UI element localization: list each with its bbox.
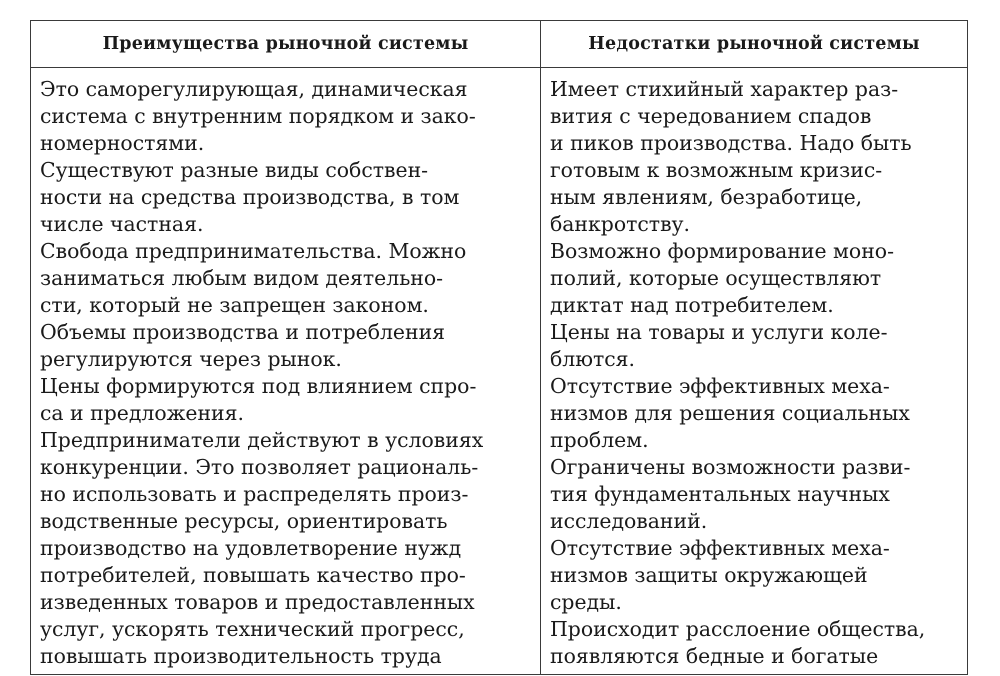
text-line: Цены на товары и услуги коле- [550,320,888,344]
text-line: среды. [550,590,622,614]
text-line: появляются бедные и богатые [550,644,879,668]
text-line: Имеет стихийный характер раз- [550,77,899,101]
header-advantages: Преимущества рыночной системы [31,21,541,68]
text-line: ности на средства производства, в том [40,185,460,209]
text-line: Отсутствие эффективных меха- [550,374,890,398]
text-line: готовым к возможным кризис- [550,158,883,182]
text-line: исследований. [550,509,708,533]
text-line: вития с чередованием спадов [550,104,872,128]
text-line: повышать производительность труда [40,644,442,668]
text-line: Цены формируются под влиянием спро- [40,374,477,398]
text-line: проблем. [550,428,649,452]
text-line: изведенных товаров и предоставленных [40,590,475,614]
text-line: диктат над потребителем. [550,293,834,317]
text-line: банкротству. [550,212,691,236]
text-line: заниматься любым видом деятельно- [40,266,444,290]
text-line: числе частная. [40,212,204,236]
text-line: полий, которые осуществляют [550,266,882,290]
text-line: Свобода предпринимательства. Можно [40,239,467,263]
text-line: Отсутствие эффективных меха- [550,536,890,560]
text-line: Происходит расслоение общества, [550,617,926,641]
text-line: низмов для решения социальных [550,401,910,425]
text-line: тия фундаментальных научных [550,482,890,506]
text-line: номерностями. [40,131,205,155]
text-line: потребителей, повышать качество про- [40,563,466,587]
text-line: низмов защиты окружающей [550,563,868,587]
text-line: Ограничены возможности разви- [550,455,911,479]
text-line: система с внутренним порядком и зако- [40,104,476,128]
text-line: блются. [550,347,636,371]
text-line: услуг, ускорять технический прогресс, [40,617,465,641]
text-line: са и предложения. [40,401,244,425]
text-line: Объемы производства и потребления [40,320,446,344]
header-row [31,21,968,68]
text-line: конкуренции. Это позволяет рациональ- [40,455,479,479]
text-line: Это саморегулирующая, динамическая [40,77,468,101]
text-line: Существуют разные виды собствен- [40,158,429,182]
text-line: и пиков производства. Надо быть [550,131,912,155]
disadvantages-cell [541,68,968,675]
body-row [31,68,968,675]
text-line: но использовать и распределять произ- [40,482,469,506]
header-disadvantages: Недостатки рыночной системы [541,21,968,68]
text-line: Возможно формирование моно- [550,239,894,263]
text-line: водственные ресурсы, ориентировать [40,509,448,533]
text-line: производство на удовлетворение нужд [40,536,462,560]
advantages-cell [31,68,541,675]
text-line: Предприниматели действуют в условиях [40,428,484,452]
text-line: регулируются через рынок. [40,347,342,371]
comparison-table [30,20,968,675]
text-line: ным явлениям, безработице, [550,185,863,209]
text-line: сти, который не запрещен законом. [40,293,429,317]
